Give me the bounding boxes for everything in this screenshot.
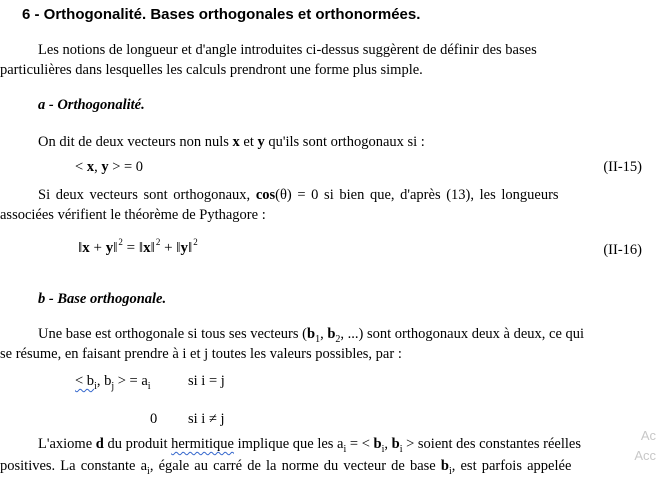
equation-ii-15 <box>75 159 143 176</box>
constant-b: b <box>440 458 449 474</box>
condition-zero-if: si i ≠ j <box>188 411 225 427</box>
cond1-i: i <box>94 381 97 392</box>
axiom-mid: du produit <box>103 436 172 452</box>
axiom-d: d <box>95 436 104 452</box>
intro-line-2: particulières dans lesquelles les calculs prendront une forme plus simple. <box>0 62 423 78</box>
vector-b2: b <box>327 326 336 342</box>
intro-line-1: Les notions de longueur et d'angle introduites ci-dessus suggèrent de définir des bases <box>38 42 537 58</box>
constant-line <box>0 458 571 475</box>
axiom-hermitique: hermitique <box>171 436 234 452</box>
constant-end: , est parfois appelée <box>451 458 572 474</box>
equation-number-ii-16: (II-16) <box>603 242 642 258</box>
base-line-2: se résume, en faisant prendre à i et j toutes les valeurs possibles, par : <box>0 346 402 362</box>
equation-number-ii-15: (II-15) <box>603 159 642 175</box>
cond1-j: j <box>111 381 115 392</box>
section-heading: 6 - Orthogonalité. Bases orthogonales et orthonormées. <box>22 6 421 23</box>
base-text-end: , ...) sont orthogonaux deux à deux, ce qui <box>340 326 585 342</box>
definition-text-end: qu'ils sont orthogonaux si : <box>264 134 425 150</box>
base-line-1 <box>38 326 584 343</box>
pythagore-line-1 <box>38 187 559 204</box>
constant-start: positives. La constante a <box>0 458 148 474</box>
cond1-rhs: > = a <box>114 373 148 389</box>
base-sep: , <box>320 326 328 342</box>
eq1-x: x <box>86 159 95 175</box>
constant-mid: , égale au carré de la norme du vecteur de base <box>149 458 441 474</box>
condition-zero-value: 0 <box>150 411 158 427</box>
vector-x: x <box>232 134 240 150</box>
activation-watermark-line-2: Acc <box>634 448 656 463</box>
base-text-start: Une base est orthogonale si tous ses vecteurs ( <box>38 326 307 342</box>
cond1-ai: i <box>147 381 151 392</box>
eq1-rest: > = 0 <box>108 159 144 175</box>
axiom-b2: b <box>391 436 400 452</box>
eq1-lt: < <box>75 159 87 175</box>
axiom-i3: i <box>399 444 403 455</box>
pythagore-text-start: Si deux vecteurs sont orthogonaux, <box>38 187 256 203</box>
axiom-b1: b <box>373 436 382 452</box>
condition-equal <box>75 373 151 390</box>
axiom-line <box>38 436 581 453</box>
axiom-comma: , <box>384 436 392 452</box>
definition-line <box>38 134 425 151</box>
equation-ii-16: ‖x + y‖$^2$ = ‖x‖$^2$ + ‖y‖$^2$ <box>78 237 198 256</box>
constant-ai: i <box>147 466 150 477</box>
axiom-ai: i <box>343 444 347 455</box>
axiom-mid2: implique que les a <box>233 436 344 452</box>
cond1-lhs: < b <box>75 373 95 389</box>
definition-et: et <box>239 134 258 150</box>
pythagore-text-end: (θ) = 0 si bien que, d'après (13), les longueurs <box>275 187 559 203</box>
eq1-y: y <box>101 159 109 175</box>
sub-1: 1 <box>315 334 321 345</box>
cos-label: cos <box>255 187 276 203</box>
axiom-eq: = < <box>346 436 374 452</box>
cond1-mid: , b <box>96 373 112 389</box>
constant-bi: i <box>448 466 452 477</box>
condition-equal-if: si i = j <box>188 373 225 389</box>
pythagore-line-2: associées vérifient le théorème de Pythagore : <box>0 207 266 223</box>
eq1-comma: , <box>94 159 102 175</box>
axiom-end: > soient des constantes réelles <box>402 436 581 452</box>
definition-text-start: On dit de deux vecteurs non nuls <box>38 134 233 150</box>
vector-y: y <box>257 134 265 150</box>
activation-watermark-line-1: Ac <box>640 428 656 443</box>
subsection-a-title: a - Orthogonalité. <box>38 97 145 113</box>
axiom-i2: i <box>381 444 385 455</box>
axiom-start: L'axiome <box>38 436 96 452</box>
sub-2: 2 <box>335 334 341 345</box>
subsection-b-title: b - Base orthogonale. <box>38 291 167 307</box>
vector-b1: b <box>307 326 316 342</box>
